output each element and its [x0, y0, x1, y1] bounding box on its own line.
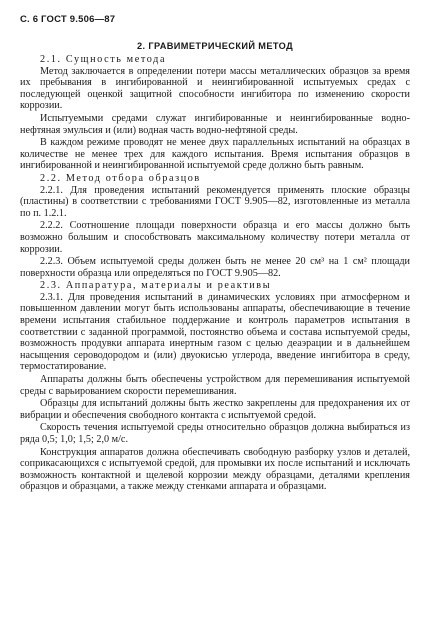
paragraph-flow-velocity: Скорость течения испытуемой среды относительно образцов должна выбираться из ряда 0,5; 1,0; 1,5; 2,0 м/с.: [20, 422, 410, 445]
paragraph-mixing-device: Аппараты должны быть обеспечены устройством для перемешивания испытуемой среды с варьированием скорости перемешивания.: [20, 374, 410, 397]
paragraph-test-media: Испытуемыми средами служат ингибированные и неингибированные водно-нефтяная эмульсия и (или) водная часть водно-нефтяной среды.: [20, 112, 410, 136]
subsection-heading-2-2: 2.2. Метод отбора образцов: [40, 172, 201, 184]
paragraph-2-3-1: 2.3.1. Для проведения испытаний в динамических условиях при атмосферном и повышенном давлении могут быть использованы аппараты, обеспечивающие в течение времени испытания стабильное поддержание и контроль параметров испытания в соответствии с заданной программой, постоянство объема и состава испытуемой среды, возможность продувки аппарата инертным газом с целью деаэрации и в дальнейшем насыщения сероводородом и (или) двуокисью углерода, введение ингибитора в среду, термостатирование.: [20, 291, 410, 373]
paragraph-method-essence: Метод заключается в определении потери массы металлических образцов за время их пребывания в ингибированной и неингибированной испытуемых средах с последующей оценкой защитной способности ингибитора по изменению скорости коррозии.: [20, 65, 410, 112]
paragraph-2-2-1: 2.2.1. Для проведения испытаний рекомендуется применять плоские образцы (пластины) в соответствии с требованиями ГОСТ 9.905—82, изготовленные из металла по п. 1.2.1.: [20, 184, 410, 219]
paragraph-2-2-2: 2.2.2. Соотношение площади поверхности образца и его массы должно быть возможно большим и способствовать максимальному количеству потери металла от коррозии.: [20, 220, 410, 255]
page-header: С. 6 ГОСТ 9.506—87: [20, 14, 116, 25]
subsection-heading-2-3: 2.3. Аппаратура, материалы и реактивы: [40, 280, 272, 292]
document-page: [20, 14, 410, 494]
paragraph-parallel-tests: В каждом режиме проводят не менее двух параллельных испытаний на образцах в количестве не менее трех для каждого испытания. Время испытания образцов в ингибированной и неингибированной испытуемой среде должно быть равным.: [20, 137, 410, 172]
paragraph-apparatus-design: Конструкция аппаратов должна обеспечивать свободную разборку узлов и деталей, соприкасающихся с испытуемой средой, для промывки их после испытаний и исключать возможность контактной и щелевой коррозии между образцами, деталями крепления образцов и образцами, а также между стенками аппарата и образцами.: [20, 446, 410, 493]
subsection-heading-2-1: 2.1. Сущность метода: [40, 54, 167, 65]
section-title: 2. ГРАВИМЕТРИЧЕСКИЙ МЕТОД: [136, 41, 294, 51]
paragraph-2-2-3: 2.2.3. Объем испытуемой среды должен быть не менее 20 см³ на 1 см² площади поверхности образца или определяться по ГОСТ 9.905—82.: [20, 256, 410, 279]
paragraph-sample-fixing: Образцы для испытаний должны быть жестко закреплены для предохранения их от вибрации и обеспечения свободного контакта с испытуемой средой.: [20, 398, 410, 421]
